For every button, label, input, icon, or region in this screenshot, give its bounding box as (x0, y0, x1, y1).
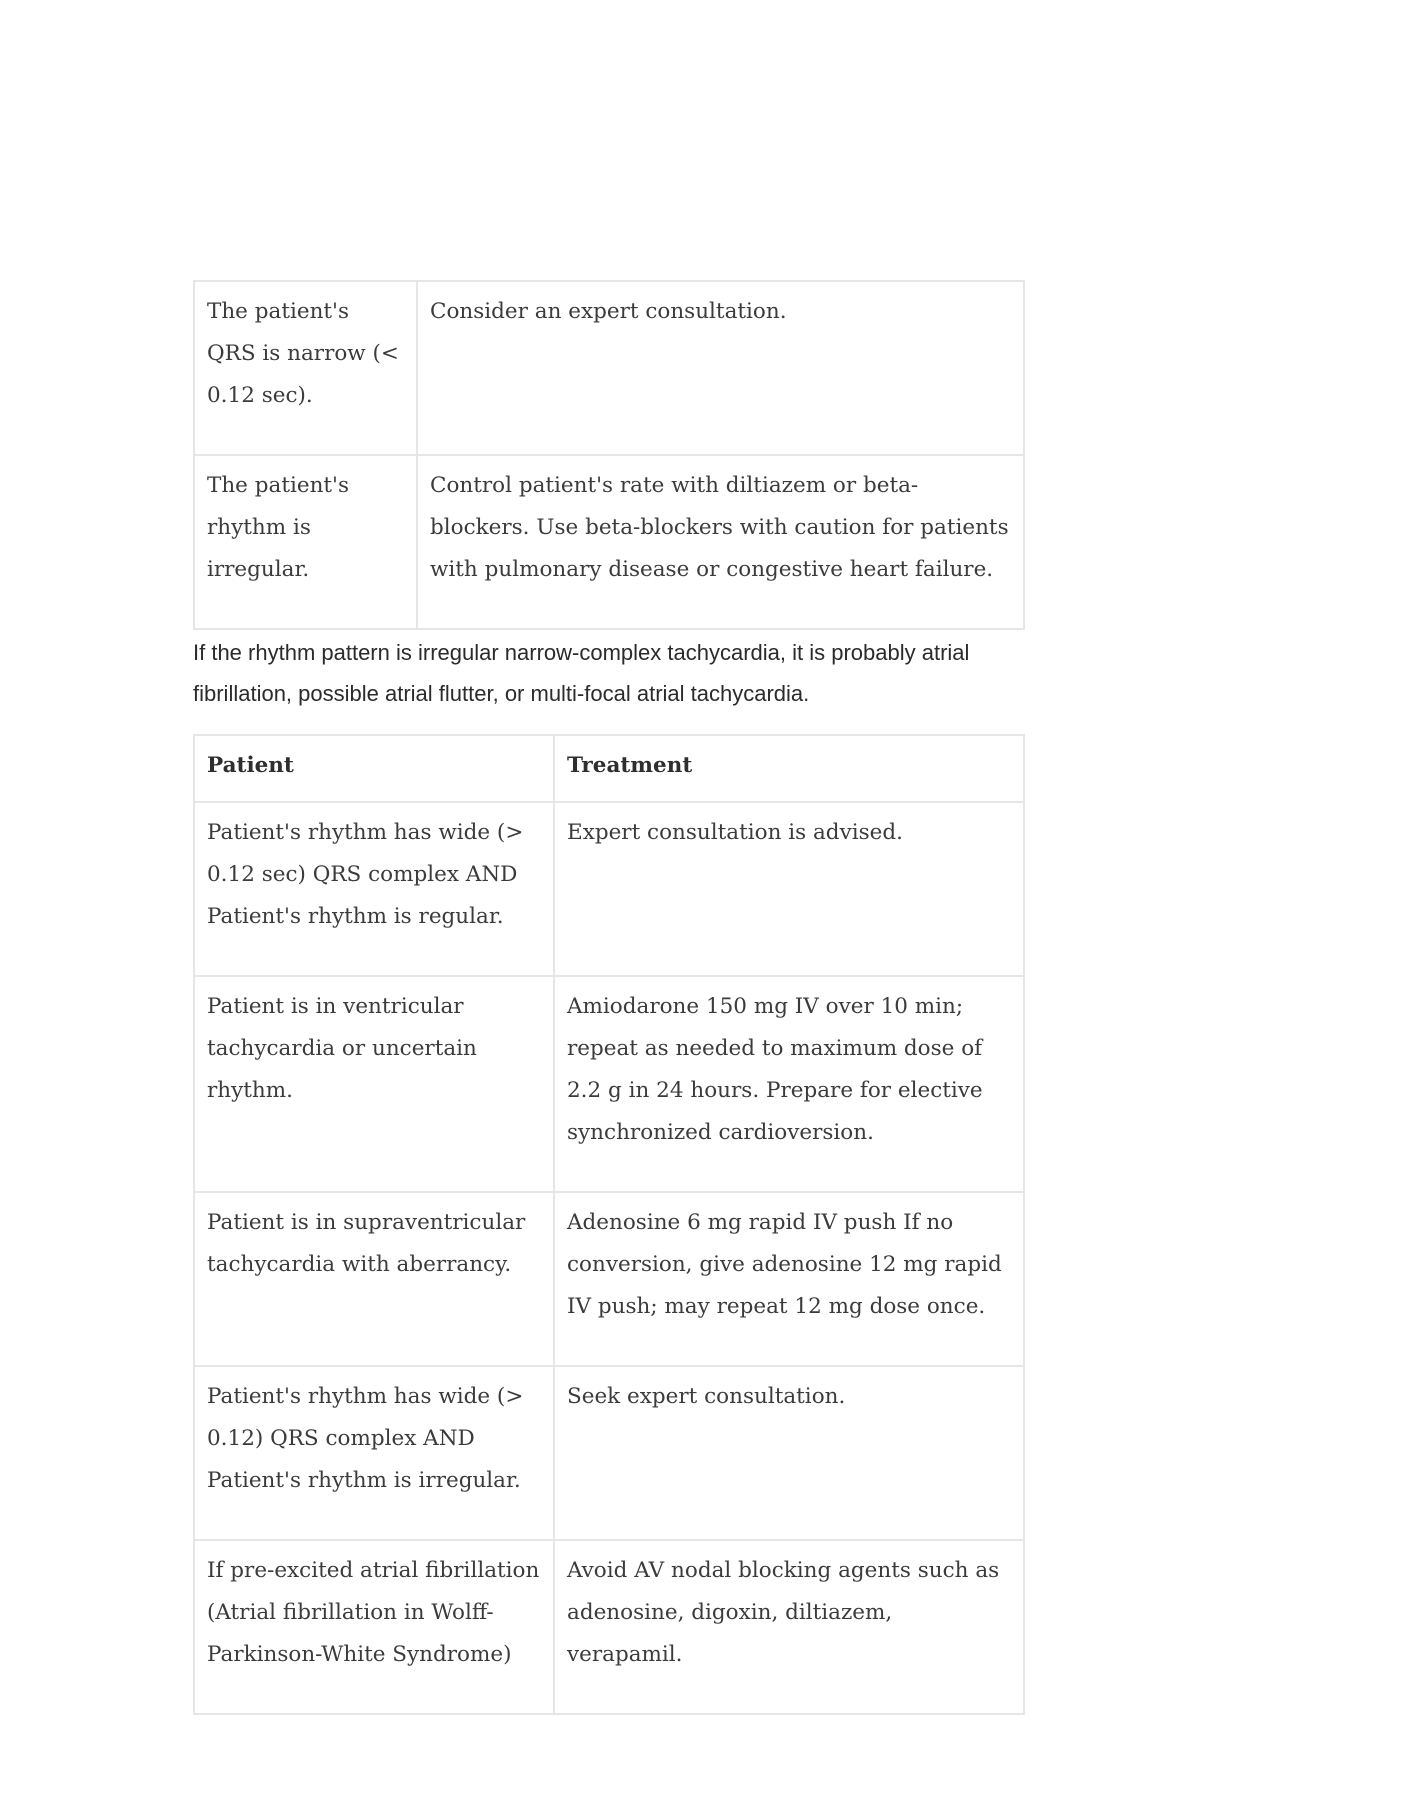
treatment-column-header: Treatment (554, 735, 1024, 802)
rhythm-paragraph: If the rhythm pattern is irregular narrow-complex tachycardia, it is probably atrial fibrillation, possible atrial flutter, or multi-focal atrial tachycardia. (193, 640, 970, 706)
treatment-cell: Seek expert consultation. (554, 1366, 1024, 1540)
patient-column-header: Patient (194, 735, 554, 802)
narrow-qrs-table (193, 280, 1025, 630)
action-cell: Consider an expert consultation. (417, 281, 1024, 455)
condition-cell: The patient's QRS is narrow (< 0.12 sec). (194, 281, 417, 455)
treatment-cell: Adenosine 6 mg rapid IV push If no conversion, give adenosine 12 mg rapid IV push; may repeat 12 mg dose once. (554, 1192, 1024, 1366)
patient-cell: Patient's rhythm has wide (> 0.12) QRS complex AND Patient's rhythm is irregular. (194, 1366, 554, 1540)
treatment-cell: Avoid AV nodal blocking agents such as adenosine, digoxin, diltiazem, verapamil. (554, 1540, 1024, 1714)
patient-cell: Patient is in ventricular tachycardia or uncertain rhythm. (194, 976, 554, 1192)
patient-cell: If pre-excited atrial fibrillation (Atrial fibrillation in Wolff-Parkinson-White Syndrome) (194, 1540, 554, 1714)
condition-cell: The patient's rhythm is irregular. (194, 455, 417, 629)
table-row (194, 1192, 1024, 1366)
table-row (194, 802, 1024, 976)
table-row (194, 455, 1024, 629)
patient-cell: Patient's rhythm has wide (> 0.12 sec) QRS complex AND Patient's rhythm is regular. (194, 802, 554, 976)
treatment-cell: Expert consultation is advised. (554, 802, 1024, 976)
treatment-table (193, 734, 1025, 1715)
action-cell: Control patient's rate with diltiazem or beta-blockers. Use beta-blockers with caution for patients with pulmonary disease or congestive heart failure. (417, 455, 1024, 629)
table-row (194, 976, 1024, 1192)
table-row (194, 1540, 1024, 1714)
patient-cell: Patient is in supraventricular tachycardia with aberrancy. (194, 1192, 554, 1366)
table-header-row (194, 735, 1024, 802)
treatment-cell: Amiodarone 150 mg IV over 10 min; repeat as needed to maximum dose of 2.2 g in 24 hours. Prepare for elective synchronized cardioversion. (554, 976, 1024, 1192)
table-row (194, 281, 1024, 455)
table-row (194, 1366, 1024, 1540)
document-body (193, 280, 1023, 1715)
